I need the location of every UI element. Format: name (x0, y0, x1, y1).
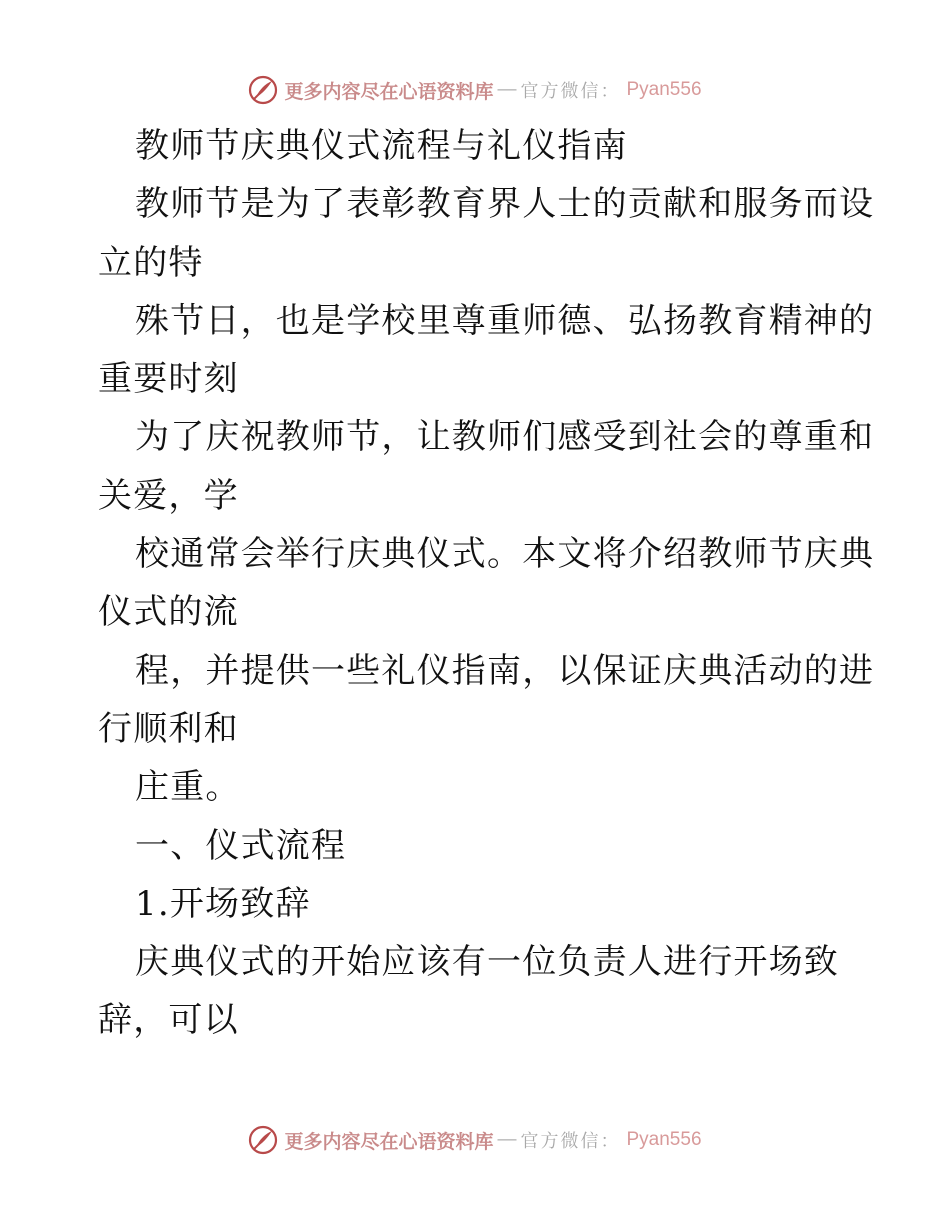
text-line: 1.开场致辞 (135, 883, 311, 924)
banner-separator: — (497, 1129, 517, 1150)
text-line: 仪式的流 (98, 592, 239, 633)
footer-banner (0, 1120, 950, 1160)
text-line: 教师节庆典仪式流程与礼仪指南 (135, 126, 628, 166)
brand-text: 更多内容尽在心语资料库 (284, 80, 494, 103)
quill-logo-icon (248, 75, 278, 105)
text-line: 校通常会举行庆典仪式。本文将介绍教师节庆典 (135, 534, 875, 575)
text-line: 辞，可以 (98, 1000, 239, 1041)
brand-text: 更多内容尽在心语资料库 (284, 1130, 494, 1153)
text-line: 教师节是为了表彰教育界人士的贡献和服务而设 (135, 184, 875, 225)
quill-logo-icon (248, 1125, 278, 1155)
text-line: 关爱，学 (98, 475, 239, 516)
text-line: 为了庆祝教师节，让教师们感受到社会的尊重和 (135, 417, 875, 458)
text-line: 行顺利和 (98, 708, 239, 749)
text-line: 庆典仪式的开始应该有一位负责人进行开场致 (135, 942, 839, 983)
text-line: 立的特 (98, 242, 204, 283)
text-line: 殊节日，也是学校里尊重师德、弘扬教育精神的 (135, 300, 875, 341)
text-line: 程，并提供一些礼仪指南，以保证庆典活动的进 (135, 650, 875, 691)
wechat-label: 官方微信： (520, 81, 621, 102)
wechat-label: 官方微信： (520, 1131, 621, 1152)
text-line: 重要时刻 (98, 359, 239, 400)
banner-separator: — (497, 79, 517, 100)
document-body (98, 117, 875, 1050)
wechat-id: Pyan556 (626, 79, 702, 100)
wechat-id: Pyan556 (626, 1129, 702, 1150)
text-line: 庄重。 (135, 767, 241, 808)
text-line: 一、仪式流程 (135, 825, 347, 866)
header-banner (0, 70, 950, 110)
